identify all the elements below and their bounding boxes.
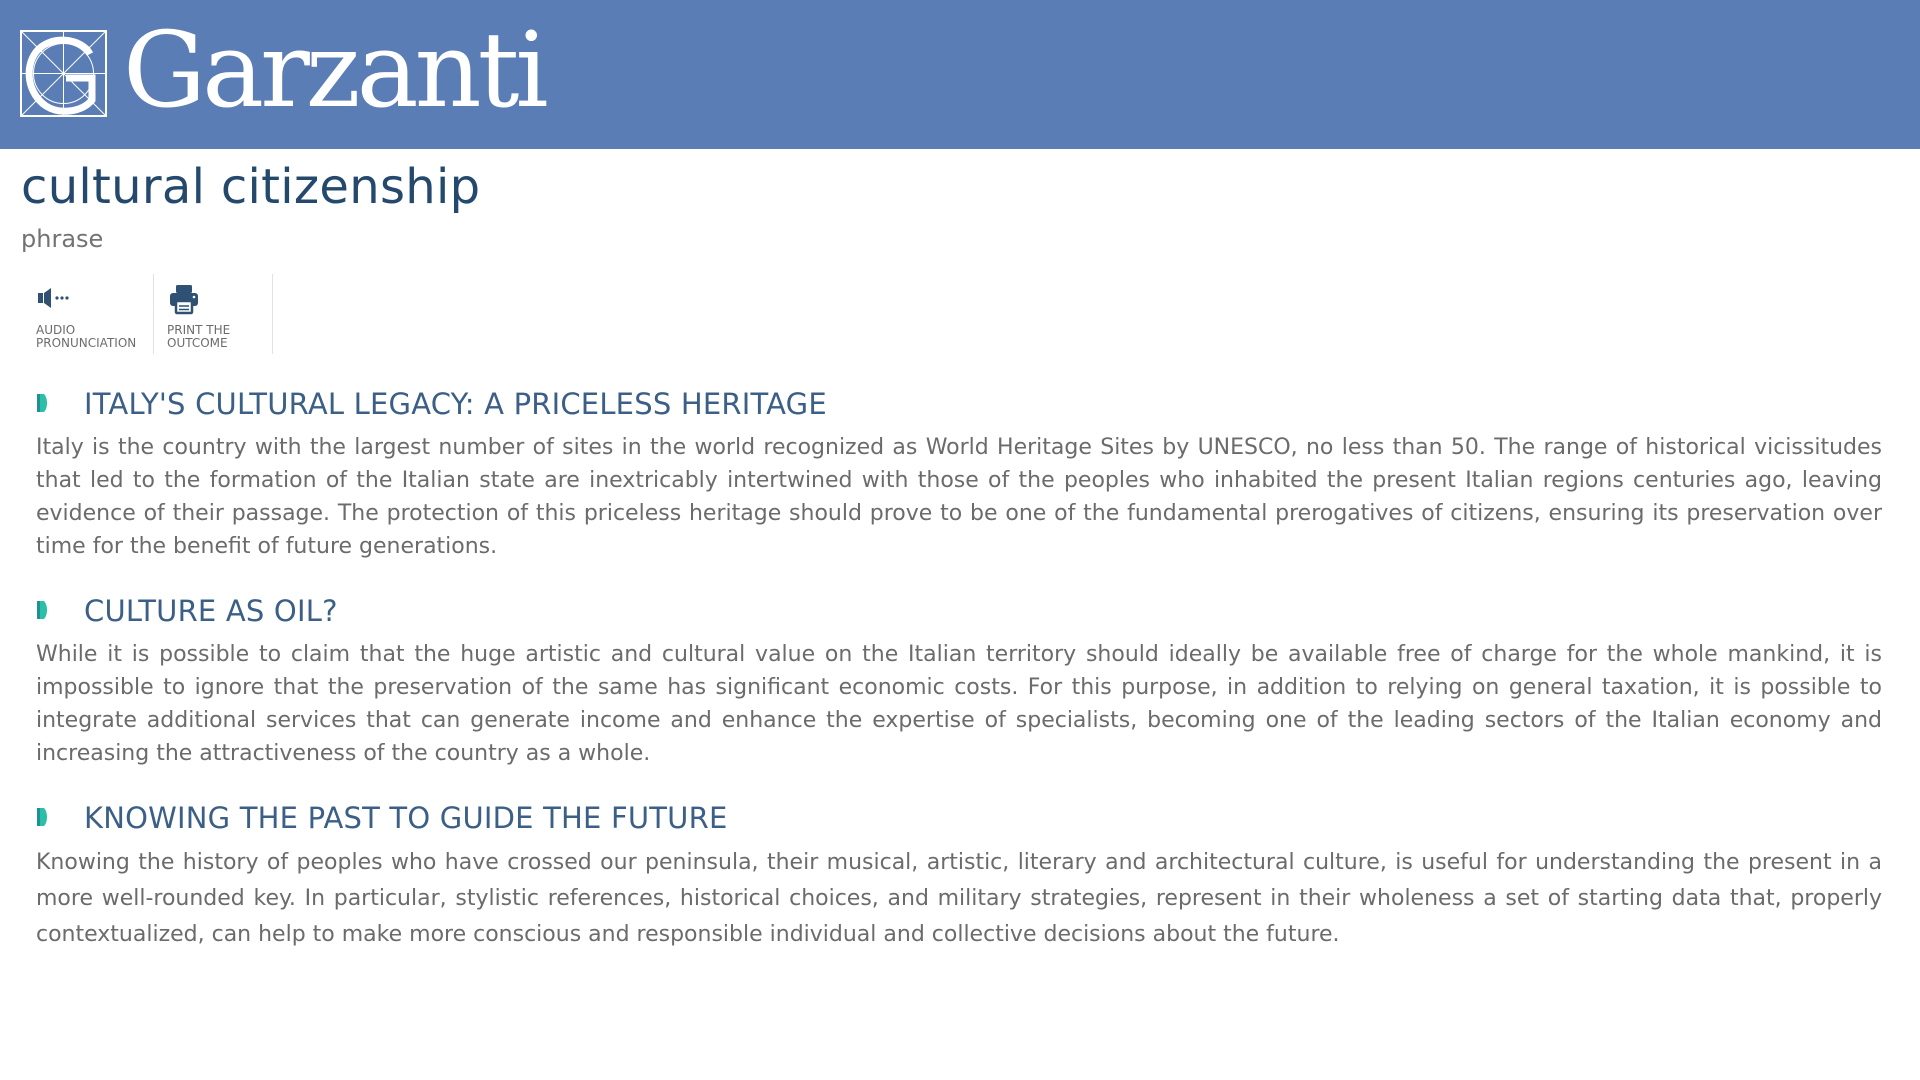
speaker-icon [36,282,70,316]
bullet-icon [36,393,50,413]
part-of-speech: phrase [21,225,104,253]
section-body: Italy is the country with the largest number of sites in the world recognized as World Heritage Sites by UNESCO, no less than 50. The range of historical vicissitudes that led to the formation of the Italian state are inextricably intertwined with those of the peoples who inhabited the present Italian regions centuries ago, leaving evidence of their passage. The protection of this priceless heritage should prove to be one of the fundamental prerogatives of citizens, ensuring its preservation over time for the benefit of future generations. [36,435,1882,559]
section-title: ITALY'S CULTURAL LEGACY: A PRICELESS HERITAGE [84,387,827,421]
audio-pronunciation-label: AUDIO PRONUNCIATION [36,323,137,350]
bullet-icon [36,807,50,827]
header-bar [0,0,1920,149]
print-outcome-label: PRINT THE OUTCOME [167,323,231,350]
garzanti-monogram-icon [20,30,107,117]
print-outcome-button[interactable] [154,274,273,354]
entry-toolbar [22,274,273,354]
section-body: While it is possible to claim that the huge artistic and cultural value on the Italian territory should ideally be available free of charge for the whole mankind, it is impossible to ignore that the preservation of the same has significant economic costs. For this purpose, in addition to relying on general taxation, it is possible to integrate additional services that can generate income and enhance the expertise of specialists, becoming one of the leading sectors of the Italian economy and increasing the attractiveness of the country as a whole. [36,642,1882,766]
section-knowing-the-past [36,801,1882,953]
bullet-icon [36,600,50,620]
audio-pronunciation-button[interactable] [22,274,154,354]
brand-name: Garzanti [123,9,545,131]
page-title: cultural citizenship [21,159,481,215]
section-heading [36,801,1882,841]
section-cultural-legacy [36,387,1882,563]
section-title: CULTURE AS OIL? [84,594,338,628]
section-title: KNOWING THE PAST TO GUIDE THE FUTURE [84,801,728,835]
section-heading [36,594,1882,634]
section-body: Knowing the history of peoples who have crossed our peninsula, their musical, artistic, literary and architectural culture, is useful for understanding the present in a more well-rounded key. In particular, stylistic references, historical choices, and military strategies, represent in their wholeness a set of starting data that, properly contextualized, can help to make more conscious and responsible individual and collective decisions about the future. [36,850,1882,947]
printer-icon [167,282,201,316]
brand-logo[interactable] [20,9,545,131]
section-culture-as-oil [36,594,1882,770]
section-heading [36,387,1882,427]
